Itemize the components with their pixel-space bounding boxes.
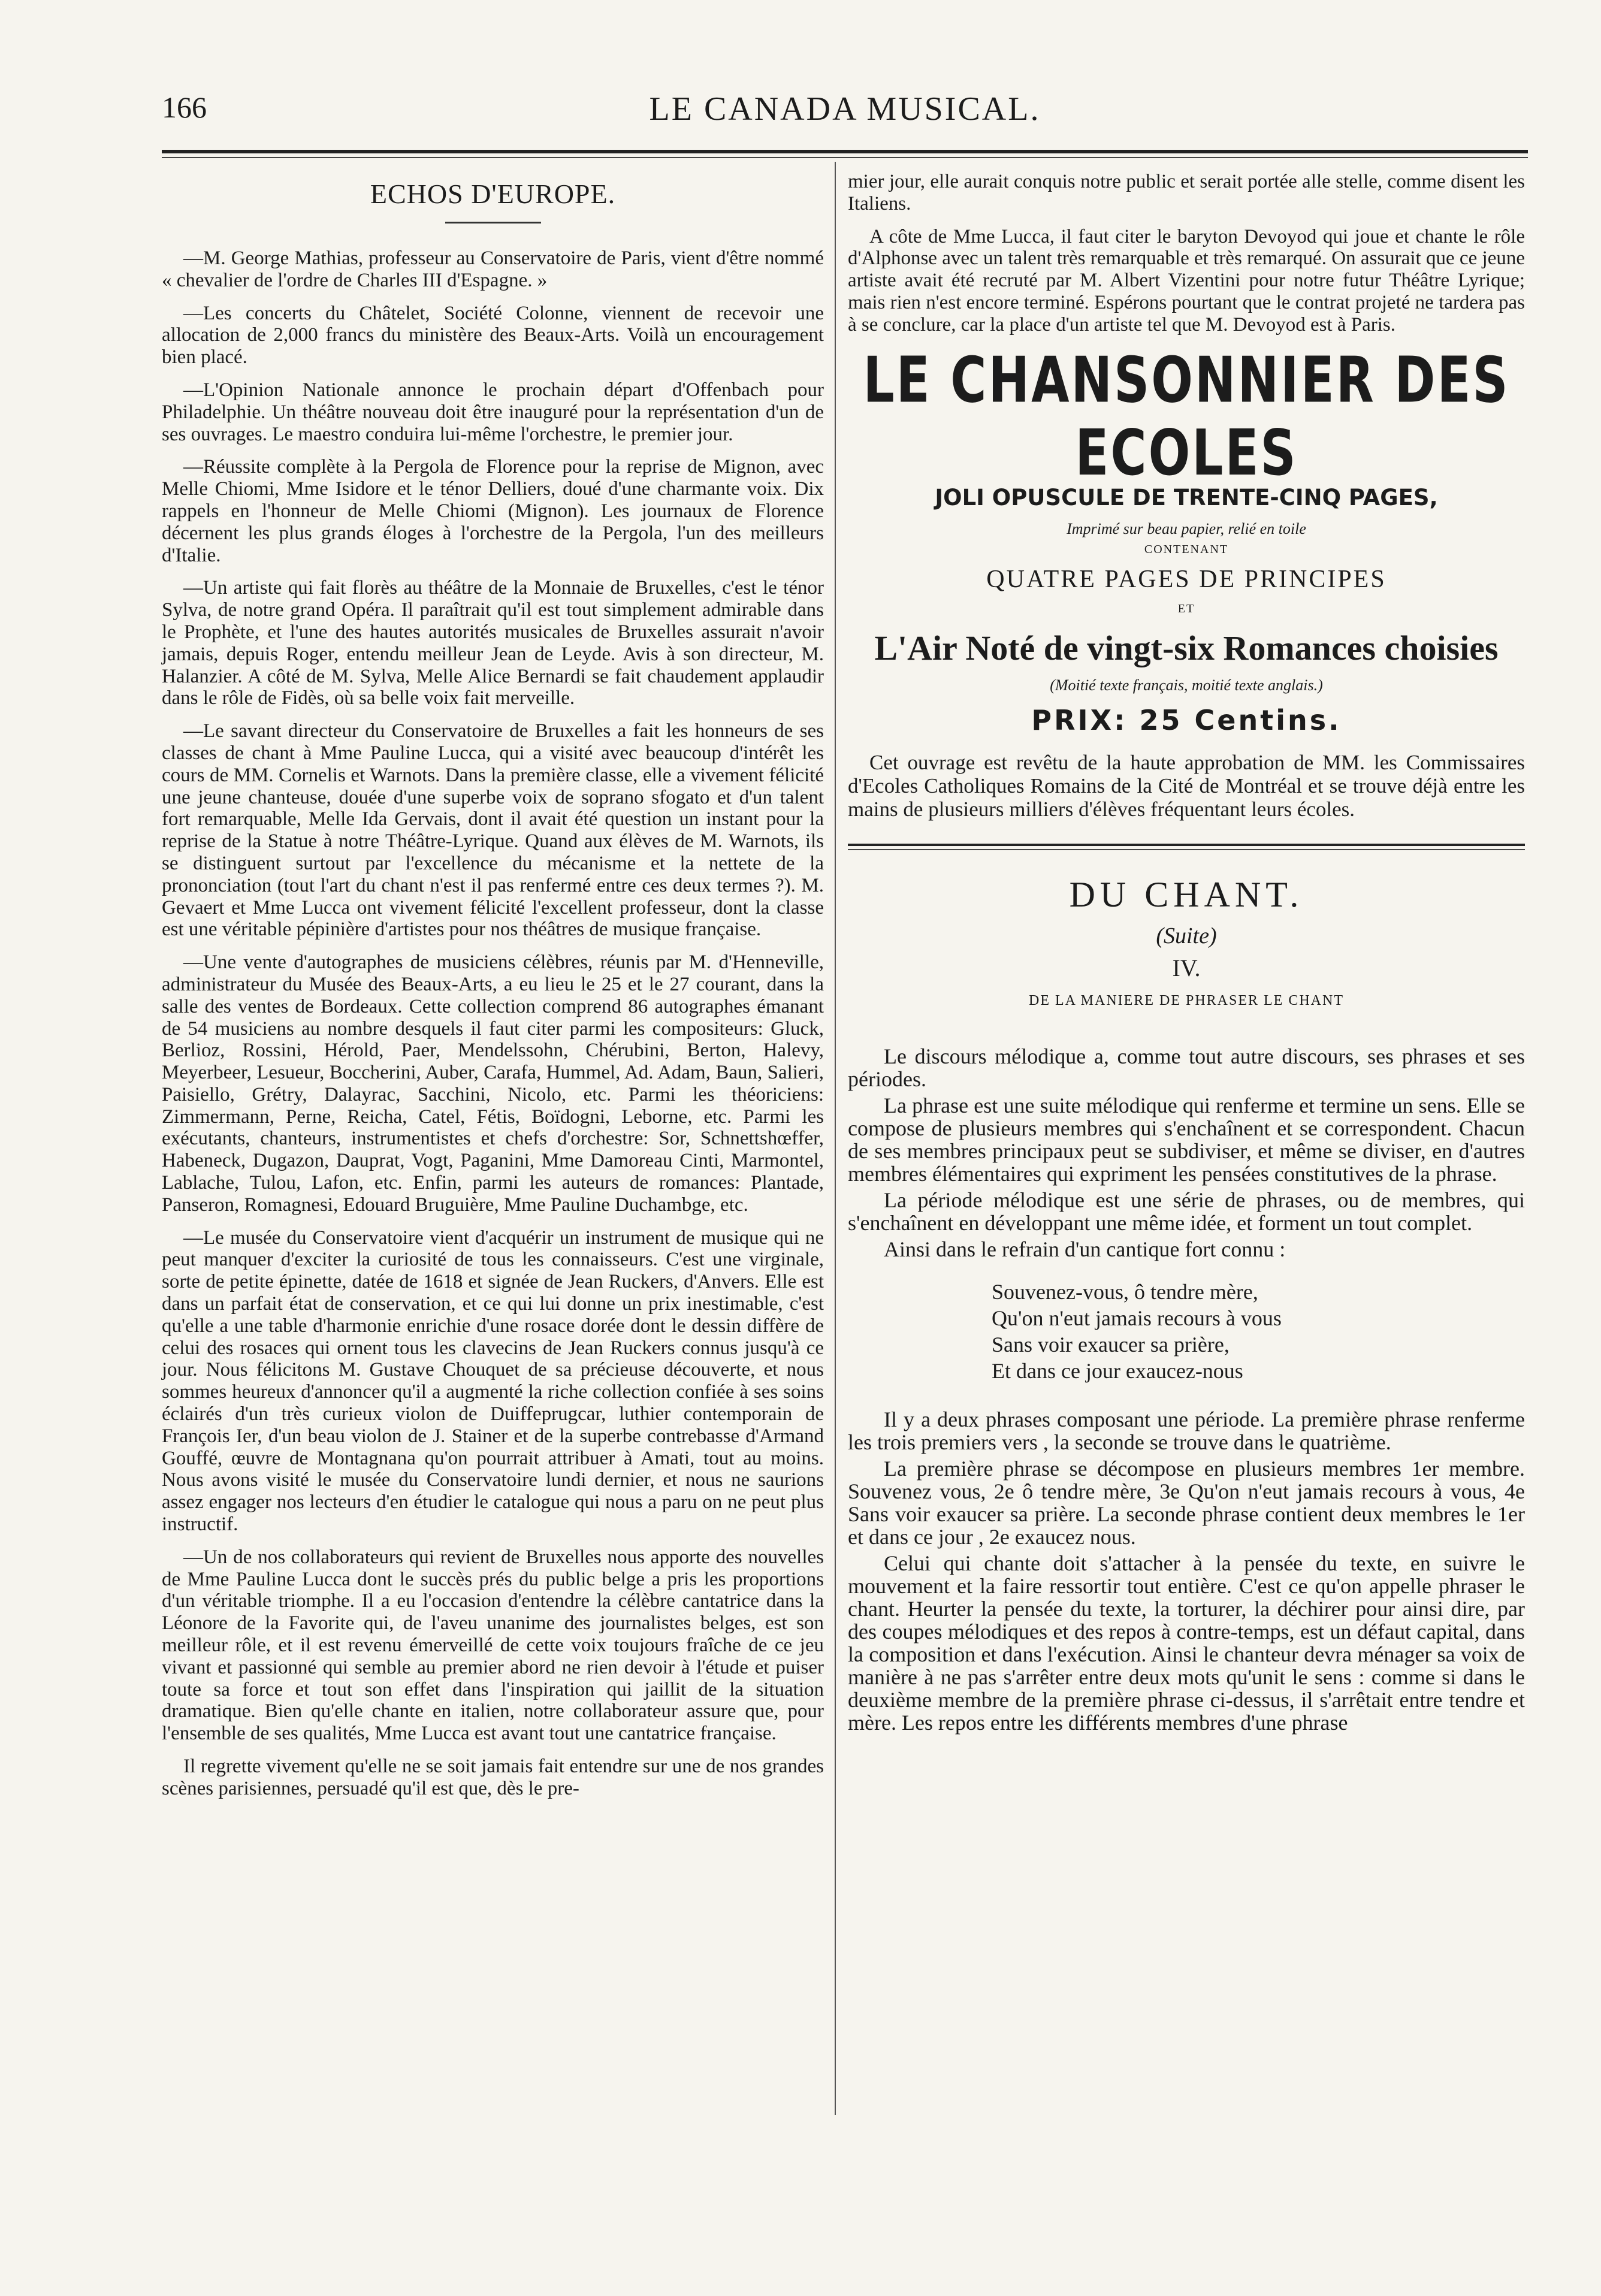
echos-paragraph: Il regrette vivement qu'elle ne se soit jamais fait entendre sur une de nos grandes scènes parisiennes, persuadé qu'il est que, dès le pre-	[162, 1756, 824, 1799]
echos-paragraph: —M. George Mathias, professeur au Conservatoire de Paris, vient d'être nommé « chevalier de l'ordre de Charles III d'Espagne. »	[162, 247, 824, 291]
continued-paragraph: A côte de Mme Lucca, il faut citer le baryton Devoyod qui joue et chante le rôle d'Alphonse avec un talent très remarquable et très remarqué. On assurait que ce jeune artiste avait été recruté par M. Albert Vizentini pour notre futur Théâtre Lyrique; mais rien n'est encore terminé. Espérons pourtant que le contrat projeté ne tardera pas à se conclure, car la place d'un artiste tel que M. Devoyod est à Paris.	[848, 225, 1525, 336]
chant-roman-numeral: IV.	[1172, 954, 1201, 981]
echos-paragraph: —Le musée du Conservatoire vient d'acquérir un instrument de musique qui ne peut manquer d'exciter la curiosité de tous les connaisseurs. C'est une virginale, sorte de petite épinette, datée de 1618 et signée de Jean Ruckers, d'Anvers. Elle est dans un parfait état de conservation, et ce qui lui donne un prix inestimable, c'est qu'elle a une table d'harmonie enrichie d'une rosace dorée dont le dessin diffère de celui des rosaces qui ornent tous les clavecins de Jean Ruckers connus jusqu'à ce jour. Nous félicitons M. Gustave Chouquet de sa précieuse découverte, et nous sommes heureux d'annoncer qu'il a augmenté la riche collection confiée à ses soins éclairés d'un très curieux violon de Duiffeprugcar, luthier contemporain de François Ier, d'un beau violon de J. Stainer et de la superbe contrebasse d'Armand Gouffé, œuvre de Montagnana qu'on pourrait attribuer à Amati, tout au moins. Nous avons visité le musée du Conservatoire lundi dernier, et nous ne saurions assez engager nos lecteurs d'en étudier le catalogue qui nous a paru on ne peut plus instructif.	[162, 1226, 824, 1536]
chant-paragraph: Il y a deux phrases composant une période. La première phrase renferme les trois premiers vers , la seconde se trouve dans le quatrième.	[848, 1407, 1525, 1454]
chant-paragraph: La phrase est une suite mélodique qui renferme et termine un sens. Elle se compose de plusieurs membres qui s'enchaînent et se correspondent. Chacun de ses membres principaux peut se subdiviser, et même se diviser, en d'autres membres élémentaires qui expriment les pensées constitutives de la phrase.	[848, 1093, 1525, 1186]
verse-line: Sans voir exaucer sa prière,	[992, 1332, 1230, 1357]
ad-subtitle: JOLI OPUSCULE DE TRENTE-CINQ PAGES,	[935, 484, 1438, 510]
left-column	[162, 171, 824, 1811]
echos-paragraph: —Les concerts du Châtelet, Société Colonne, viennent de recevoir une allocation de 2,000 francs du ministère des Beaux-Arts. Voilà un encouragement bien placé.	[162, 302, 824, 368]
column-divider	[835, 162, 836, 2115]
continued-paragraph: mier jour, elle aurait conquis notre public et serait portée alle stelle, comme disent les Italiens.	[848, 171, 1525, 215]
journal-title: LE CANADA MUSICAL.	[649, 90, 1041, 128]
echos-title: ECHOS D'EUROPE.	[370, 179, 616, 209]
ad-air-note: L'Air Noté de vingt-six Romances choisies	[874, 628, 1499, 667]
echos-paragraph: —Un artiste qui fait florès au théâtre de la Monnaie de Bruxelles, c'est le ténor Sylva, de notre grand Opéra. Il paraîtrait qu'il est tout simplement admirable dans le Prophète, et l'une des hautes autorités musicales de Bruxelles assurait n'avoir jamais, depuis Roger, entendu meilleur Jean de Leyde. Avis à son directeur, M. Halanzier. A côté de M. Sylva, Melle Alice Bernardi se fait chaudement applaudir dans le rôle de Fidès, où sa belle voix fait merveille.	[162, 577, 824, 709]
chant-paragraph: Ainsi dans le refrain d'un cantique fort connu :	[884, 1237, 1286, 1261]
ad-principles: QUATRE PAGES DE PRINCIPES	[986, 565, 1386, 593]
echos-paragraph: —Le savant directeur du Conservatoire de Bruxelles a fait les honneurs de ses classes de chant à Mme Pauline Lucca, qui a visité avec beaucoup d'intérêt les cours de MM. Cornelis et Warnots. Dans la première classe, elle a vivement félicité une jeune chanteuse, douée d'une superbe voix de soprano sfogato et d'un talent fort remarquable, Melle Ida Gervais, dont il avait été question un instant pour la reprise de la Statue à notre Théâtre-Lyrique. Quand aux élèves de M. Warnots, ils se distinguent surtout par l'excellence du mécanisme et la nettete de la prononciation (tout l'art du chant n'est il pas renfermé entre ces deux termes ?). M. Gevaert et Mme Lucca ont vivement félicité l'excellent professeur, dont la classe est une véritable pépinière d'artistes pour nos théâtres de musique française.	[162, 720, 824, 941]
echos-paragraph: —Une vente d'autographes de musiciens célèbres, réunis par M. d'Henneville, administrateur du Musée des Beaux-Arts, a eu lieu le 25 et le 27 courant, dans la salle des ventes de Bordeaux. Cette collection comprend 86 autographes émanant de 54 musiciens au nombre desquels il faut citer parmi les compositeurs: Gluck, Berlioz, Rossini, Hérold, Paer, Mendelssohn, Chérubini, Berton, Halevy, Meyerbeer, Lesueur, Boccherini, Auber, Carafa, Hummel, Ad. Adam, Baun, Salieri, Paisiello, Grétry, Dalayrac, Sacchini, Nicolo, etc. Parmi les théoriciens: Zimmermann, Perne, Reicha, Catel, Fétis, Boïdogni, Leborne, etc. Parmi les exécutants, chanteurs, instrumentistes et chefs d'orchestre: Sor, Schnettshœffer, Habeneck, Dugazon, Dauprat, Vogt, Paganini, Mme Damoreau Cinti, Marmontel, Lablache, Tulou, Lafon, etc. Enfin, parmi les auteurs de romances: Plantade, Panseron, Romagnesi, Edouard Bruguière, Mme Pauline Duchambge, etc.	[162, 951, 824, 1216]
ad-printing: Imprimé sur beau papier, relié en toile	[1067, 519, 1306, 537]
ad-title: LE CHANSONNIER DES ECOLES	[863, 343, 1510, 490]
echos-paragraph: —Réussite complète à la Pergola de Florence pour la reprise de Mignon, avec Melle Chiomi, Mme Isidore et le ténor Delliers, doué d'une charmante voix. Dix rappels en l'honneur de Melle Chiomi (Mignon). Les journaux de Florence décernent les plus grands éloges à l'orchestre de la Pergola, l'un des meilleurs d'Italie.	[162, 456, 824, 566]
chant-paragraph: La période mélodique est une série de phrases, ou de membres, qui s'enchaînent en développant une même idée, et forment un tout complet.	[848, 1188, 1525, 1235]
chant-title: DU CHANT.	[1069, 874, 1304, 914]
verse-line: Et dans ce jour exaucez-nous	[992, 1358, 1243, 1383]
advertisement	[848, 343, 1525, 821]
chant-suite: (Suite)	[1156, 923, 1217, 948]
ad-price: PRIX: 25 Centins.	[1031, 703, 1342, 736]
page-number: 166	[162, 90, 207, 124]
chant-section	[848, 874, 1525, 1734]
ad-description: Cet ouvrage est revêtu de la haute approbation de MM. les Commissaires d'Ecoles Catholiques Romains de la Cité de Montréal et se trouve déjà entre les mains de plusieurs milliers d'élèves fréquentant leurs écoles.	[848, 750, 1525, 821]
echos-paragraph: —Un de nos collaborateurs qui revient de Bruxelles nous apporte des nouvelles de Mme Pauline Lucca dont le succès prés du public belge a pris les proportions d'un véritable triomphe. Il a eu l'occasion d'entendre la célèbre cantatrice dans la Léonore de la Favorite qui, de l'aveu unanime des journalistes belges, est son meilleur rôle, et il est revenu émerveillé de cette voix toujours fraîche de ce jeu vivant et passionné qui semble au premier abord ne rien devoir à l'étude et puiser toute sa force et tout son effet dans l'inspiration qui jaillit de la situation dramatique. Bien qu'elle chante en italien, notre collaborateur assure que, pour l'ensemble de ses qualités, Mme Lucca est avant tout une cantatrice française.	[162, 1546, 824, 1745]
page-header	[162, 90, 1528, 138]
right-column	[848, 171, 1525, 1738]
title-rule	[445, 222, 541, 223]
chant-paragraph: La première phrase se décompose en plusieurs membres 1er membre. Souvenez vous, 2e ô tendre mère, 3e Qu'on n'eut jamais recours à vous, 4e Sans voir exaucer sa prière. La seconde phrase contient deux membres le 1er et dans ce jour , 2e exaucez nous.	[848, 1456, 1525, 1549]
section-rule	[848, 844, 1525, 850]
header-rule-thin	[162, 157, 1528, 158]
chant-chapter-heading: DE LA MANIERE DE PHRASER LE CHANT	[1029, 992, 1344, 1008]
verse	[992, 1279, 1525, 1384]
verse-line: Qu'on n'eut jamais recours à vous	[992, 1306, 1282, 1330]
chant-paragraph: Le discours mélodique a, comme tout autre discours, ses phrases et ses périodes.	[848, 1044, 1525, 1091]
echos-paragraph: —L'Opinion Nationale annonce le prochain départ d'Offenbach pour Philadelphie. Un théâtre nouveau doit être inauguré pour la représentation d'un de ses ouvrages. Le maestro conduira lui-même l'orchestre, le premier jour.	[162, 379, 824, 445]
ad-languages: (Moitié texte français, moitié texte anglais.)	[1050, 676, 1323, 694]
header-rule	[162, 150, 1528, 153]
chant-paragraph: Celui qui chante doit s'attacher à la pensée du texte, en suivre le mouvement et la faire ressortir tout entière. C'est ce qu'on appelle phraser le chant. Heurter la pensée du texte, la torturer, la déchirer pour ainsi dire, par des coupes mélodiques et des repos à contre-temps, est un défaut capital, dans la composition et dans l'exécution. Ainsi le chanteur devra ménager sa voix de manière à ne pas s'arrêter entre deux mots qu'unit le sens : comme si dans le deuxième membre de la première phrase ci-dessus, il s'arrêtait entre tendre et mère. Les repos entre les différents membres d'une phrase	[848, 1551, 1525, 1735]
ad-and: ET	[1177, 602, 1195, 615]
ad-containing: CONTENANT	[1144, 542, 1229, 556]
verse-line: Souvenez-vous, ô tendre mère,	[992, 1279, 1258, 1304]
